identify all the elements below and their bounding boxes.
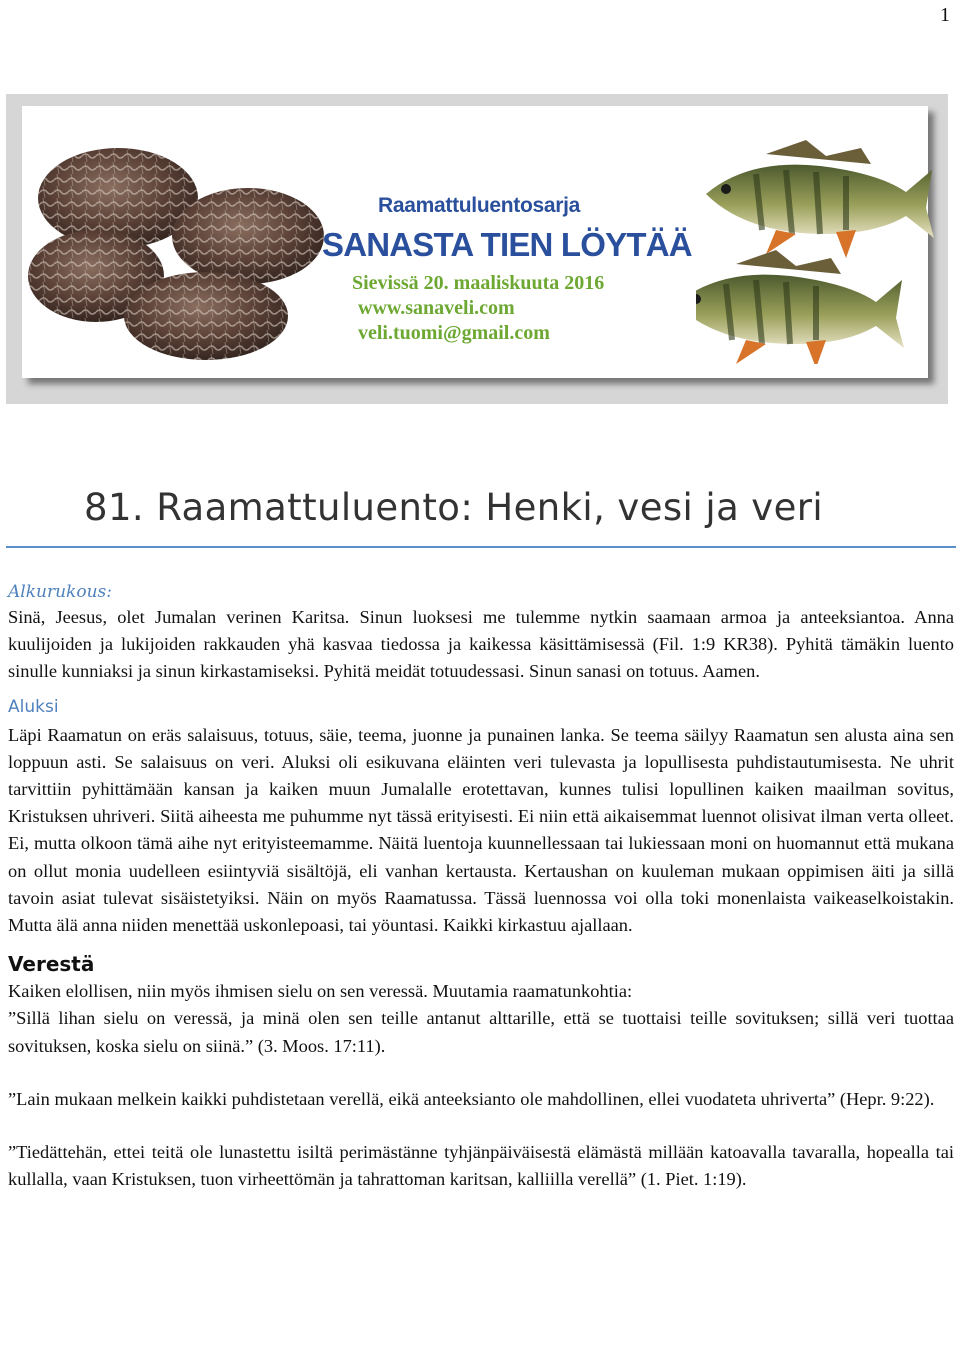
title-divider <box>6 546 956 548</box>
series-label: Raamattuluentosarja <box>378 194 581 217</box>
opening-prayer-text: Sinä, Jeesus, olet Jumalan verinen Karitsa. Sinun luoksesi me tulemme nytkin saamaan armoa ja anteeksiantoa. Anna kuulijoiden ja lukijoiden rakkauden yhä kasvaa tiedossa ja kaikessa käsittämisessä (Fil. 1:9 KR38). Pyhitä tämäkin luento sinulle kunniaksi ja sinun kirkastamiseksi. Pyhitä meidät totuudessasi. Sinun sanasi on totuus. Aamen. <box>8 607 954 682</box>
spacer <box>8 1060 954 1086</box>
website-link[interactable]: www.sanaveli.com <box>358 297 515 319</box>
lecture-title: 81. Raamattuluento: Henki, vesi ja veri <box>84 486 824 529</box>
spacer <box>8 1113 954 1139</box>
page-number: 1 <box>940 4 950 26</box>
intro-heading: Aluksi <box>8 696 59 717</box>
banner <box>6 94 948 404</box>
opening-prayer-heading: Alkurukous: <box>8 582 112 602</box>
email-link[interactable]: veli.tuomi@gmail.com <box>358 322 550 344</box>
series-title: SANASTA TIEN LÖYTÄÄ <box>322 226 692 263</box>
scripture-quote: ”Sillä lihan sielu on veressä, ja minä olen sen teille antanut alttarille, että se tuottaisi teille sovituksen; sillä veri tuottaa sovituksen, koska sielu on siinä.” (3. Moos. 17:11). <box>8 1008 954 1056</box>
blood-section-heading: Verestä <box>8 952 95 977</box>
blood-section-lead: Kaiken elollisen, niin myös ihmisen sielu on sen veressä. Muutamia raamatunkohtia: <box>8 981 633 1002</box>
date-place: Sievissä 20. maaliskuuta 2016 <box>352 272 605 294</box>
intro-text: Läpi Raamatun on eräs salaisuus, totuus, säie, teema, juonne ja punainen lanka. Se teema säilyy Raamatun sen alusta aina sen loppuun asti. Se salaisuus on veri. Aluksi oli esikuvana eläinten veri tulevasta ja lopullisesta puhdistautumisesta. Ne uhrit tarvittiin pyhittämään kansan ja kaiken muun Jumalalle erotettavan, kunnes tulisi lopullinen kaiken maailman sovitus, Kristuksen uhriveri. Siitä aiheesta me puhumme nyt tässä erityisesti. Ei niin että aikaisemmat luennot olisivat ilman verta olleet. Ei, mutta olkoon tämä aihe nyt erityisteemamme. Näitä luentoja kuunnellessaan tai lukiessaan moni on huomannut että mukana on ollut monia uudelleen esiintyviä sisältöjä, eli vanhan kertausta. Kertaushan on kuuleman mukaan oppimisen äiti ja sillä tavoin asiat tulevat sisäistetyiksi. Näin on myös Raamatussa. Tässä luennossa voi olla toki monenlaista vaikeaselkoistakin. Mutta älä anna niiden menettää uskonlepoasi, tai yöuntasi. Kaikki kirkastuu ajallaan. <box>8 724 954 936</box>
banner-card <box>22 106 928 378</box>
perch-fish-image <box>696 134 936 364</box>
scripture-quote: ”Tiedättehän, ettei teitä ole lunastettu isiltä perimästänne tyhjänpäiväisestä elämästä millään katoavalla tavaralla, hopealla tai kullalla, vaan Kristuksen, tuon virheettömän ja tahrattoman karitsan, kalliilla verellä” (1. Piet. 1:19). <box>8 1142 954 1190</box>
bread-loaves-image <box>26 126 326 366</box>
document-body <box>8 580 954 1193</box>
scripture-quote: ”Lain mukaan melkein kaikki puhdistetaan verellä, eikä anteeksianto ole mahdollinen, ellei vuodateta uhriverta” (Hepr. 9:22). <box>8 1088 935 1109</box>
